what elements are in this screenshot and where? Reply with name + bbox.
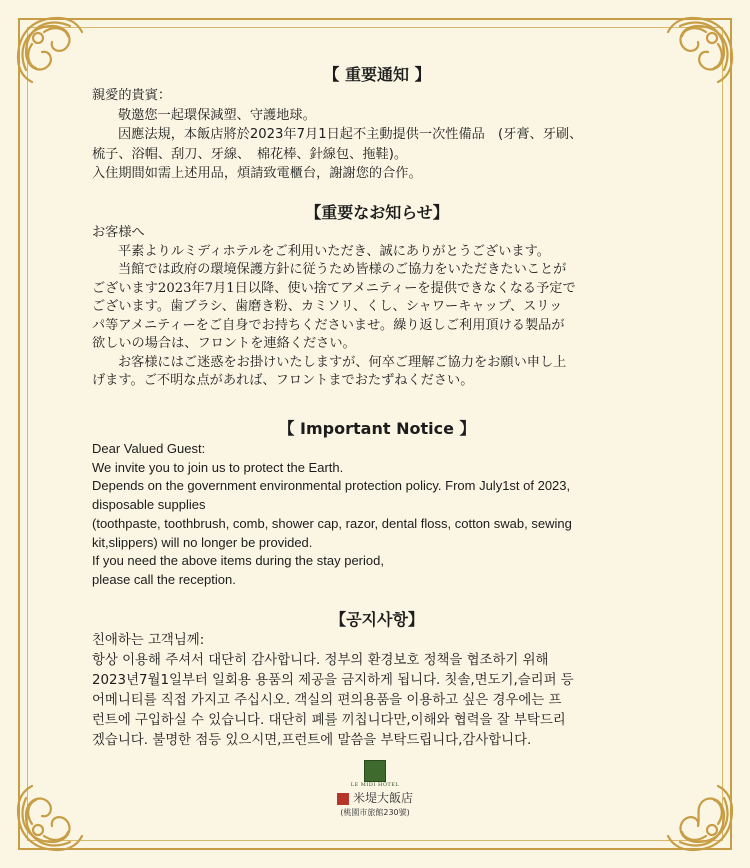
body-line: We invite you to join us to protect the Earth. (92, 459, 344, 475)
body-line: 항상 이용해 주셔서 대단히 감사합니다. 정부의 환경보호 정책을 협조하기 위해 (92, 653, 549, 668)
body-line: 因應法規，本飯店將於2023年7月1日起不主動提供一次性備品 (牙膏、牙刷、 (118, 127, 583, 143)
body-line: 2023년7월1일부터 일회용 용품의 제공을 금지하게 됩니다. 칫솔,면도기,슬리퍼 등 (92, 673, 574, 688)
ornament-corner-icon (648, 8, 742, 102)
hotel-emblem-icon (364, 760, 386, 782)
body-line: disposable supplies (92, 497, 206, 513)
body-line: Depends on the government environmental protection policy. From July1st of 2023, (92, 478, 571, 494)
body-line: 入住期間如需上述用品，煩請致電櫃台，謝謝您的合作。 (92, 166, 422, 182)
notice-section-korean (92, 609, 662, 751)
body-line: 欲しいの場合は、フロントを連絡ください。 (92, 336, 356, 351)
ornament-corner-icon (8, 766, 102, 860)
body-line: kit,slippers) will no longer be provided. (92, 534, 313, 550)
hotel-logo (300, 760, 450, 840)
section-title: 【重要なお知らせ】 (305, 203, 449, 222)
ornament-corner-icon (648, 766, 742, 860)
notice-section-chinese (92, 64, 662, 184)
body-line: げます。ご不明な点があれば、フロントまでおたずねください。 (92, 373, 474, 388)
body-line: 平素よりルミディホテルをご利用いただき、誠にありがとうございます。 (118, 243, 550, 259)
body-line: 겠습니다. 불명한 점등 있으시면,프런트에 말씀을 부탁드립니다,감사합니다. (92, 733, 532, 748)
greeting-line: 親愛的貴賓： (92, 88, 172, 103)
body-line: 어메니티를 직접 가지고 주십시오. 객실의 편의용품을 이용하고 싶은 경우에는 프 (92, 693, 562, 708)
notice-section-japanese (92, 202, 662, 391)
notice-section-english (92, 418, 662, 590)
body-line: ございます。歯ブラシ、歯磨き粉、カミソリ、くし、シャワーキャップ、スリッ (92, 299, 563, 314)
body-line: お客様にはご迷惑をお掛けいたしますが、何卒ご理解ご協力をお願い申し上 (118, 354, 567, 370)
body-line: パ等アメニティーをご自身でお持ちくださいませ。繰り返しご利用頂ける製品が (92, 317, 565, 333)
body-line: If you need the above items during the stay period, (92, 553, 384, 569)
greeting-line: 친애하는 고객님께: (92, 633, 205, 648)
body-line: 敬邀您一起環保減塑、守護地球。 (118, 107, 316, 123)
red-seal-icon (337, 793, 349, 805)
hotel-license: (桃園市旅館230號) (340, 808, 410, 817)
body-line: (toothpaste, toothbrush, comb, shower cap, razor, dental floss, cotton swab, sewing (92, 515, 572, 531)
body-line: please call the reception. (92, 571, 236, 587)
logo-small-text: LE MIDI HOTEL (350, 782, 400, 788)
greeting-line: Dear Valued Guest: (92, 441, 206, 456)
body-line: 当館では政府の環境保護方針に従うため皆様のご協力をいただきたいことが (118, 262, 567, 277)
body-line: 런트에 구입하실 수 있습니다. 대단히 폐를 끼칩니다만,이해와 협력을 잘 부탁드리 (92, 713, 566, 728)
section-title: 【 重要通知 】 (323, 65, 431, 84)
hotel-name: 米堤大飯店 (300, 790, 450, 806)
section-title: 【 Important Notice 】 (278, 419, 476, 438)
body-line: ございます2023年7月1日以降、使い捨てアメニティーを提供できなくなる予定で (92, 280, 576, 296)
section-title: 【공지사항】 (330, 610, 424, 629)
body-line: 梳子、浴帽、刮刀、牙線、 棉花棒、針線包、拖鞋)。 (92, 146, 408, 162)
ornament-corner-icon (8, 8, 102, 102)
greeting-line: お客様へ (92, 225, 145, 240)
